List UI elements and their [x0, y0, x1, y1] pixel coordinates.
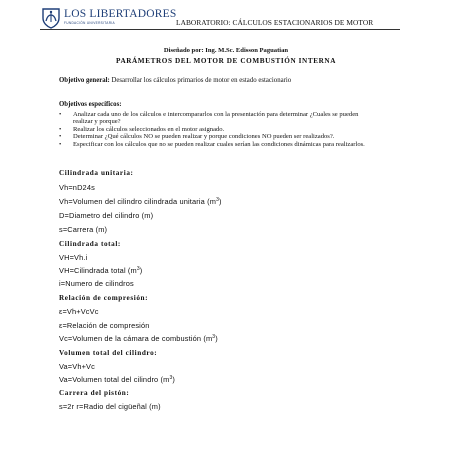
bullet-icon: •: [59, 125, 62, 133]
definition-vc: Vc=Volumen de la cámara de combustión $(m^3)$: [59, 334, 218, 343]
general-objective: [59, 77, 359, 85]
header-divider: [40, 29, 400, 30]
university-shield-icon: [41, 7, 61, 29]
definition-s: s=Carrera (m): [59, 225, 108, 234]
section-title-total-displacement: Cilindrada total:: [59, 240, 121, 248]
definition-va: Va=Volumen total del cilindro $(m^3)$: [59, 375, 176, 384]
definition-i: i=Numero de cilindros: [59, 279, 134, 288]
section-title-compression-ratio: Relación de compresión:: [59, 294, 149, 302]
formula-unit-displacement: Vh=nD24s: [59, 183, 95, 192]
general-objective-label: Objetivo general:: [59, 77, 110, 84]
document-title: PARÁMETROS DEL MOTOR DE COMBUSTIÓN INTERNA: [115, 57, 336, 65]
general-objective-text: Desarrollar los cálculos primarios de motor en estado estacionario: [109, 77, 292, 84]
definition-vh: Vh=Volumen del cilindro cilindrada unitaria $(m^3)$: [59, 197, 222, 206]
list-item: • Determinar ¿Qué cálculos NO se pueden realizar y porque condiciones NO pueden ser realizados?.: [59, 133, 335, 141]
definition-total-vh: VH=Cilindrada total $(m^3)$: [59, 266, 143, 275]
lab-title: LABORATORIO: CÁLCULOS ESTACIONARIOS DE MOTOR: [176, 18, 374, 27]
designer-credit: Diseñado por: Ing. M.Sc. Edisson Paguatian: [163, 47, 289, 54]
list-item: • Analizar cada uno de los cálculos e intercompararlos con la presentación para determinar ¿Cuales se pueden realizar y porque?: [59, 111, 359, 126]
list-item: • Especificar con los cálculos que no se pueden realizar cuales serían las condiciones dinámicas para realizarlos.: [59, 140, 365, 148]
bullet-icon: •: [59, 111, 62, 118]
specific-objectives-list: [59, 111, 379, 148]
formula-total-displacement: VH=Vh.i: [59, 253, 88, 262]
formula-piston-stroke: s=2r r=Radio del cigüeñal (m): [59, 402, 161, 411]
specific-objectives-title: Objetivos específicos:: [59, 101, 122, 108]
formula-cylinder-volume: Va=Vh+Vc: [59, 362, 95, 371]
definition-d: D=Diametro del cilindro (m): [59, 211, 154, 220]
section-title-unit-displacement: Cilindrada unitaria:: [59, 169, 134, 177]
definition-epsilon: ε=Relación de compresión: [59, 321, 150, 330]
formula-compression-ratio: ε=Vh+VcVc: [59, 307, 99, 316]
section-title-cylinder-volume: Volumen total del cilindro:: [59, 349, 158, 357]
brand-name: LOS LIBERTADORES: [64, 8, 177, 20]
section-title-piston-stroke: Carrera del pistón:: [59, 389, 130, 397]
brand-tagline: FUNDACIÓN UNIVERSITARIA: [64, 21, 115, 25]
page-header: [0, 0, 452, 30]
list-item: • Realizar los cálculos seleccionados en el motor asignado.: [59, 125, 225, 133]
bullet-icon: •: [59, 133, 62, 141]
bullet-icon: •: [59, 140, 62, 148]
